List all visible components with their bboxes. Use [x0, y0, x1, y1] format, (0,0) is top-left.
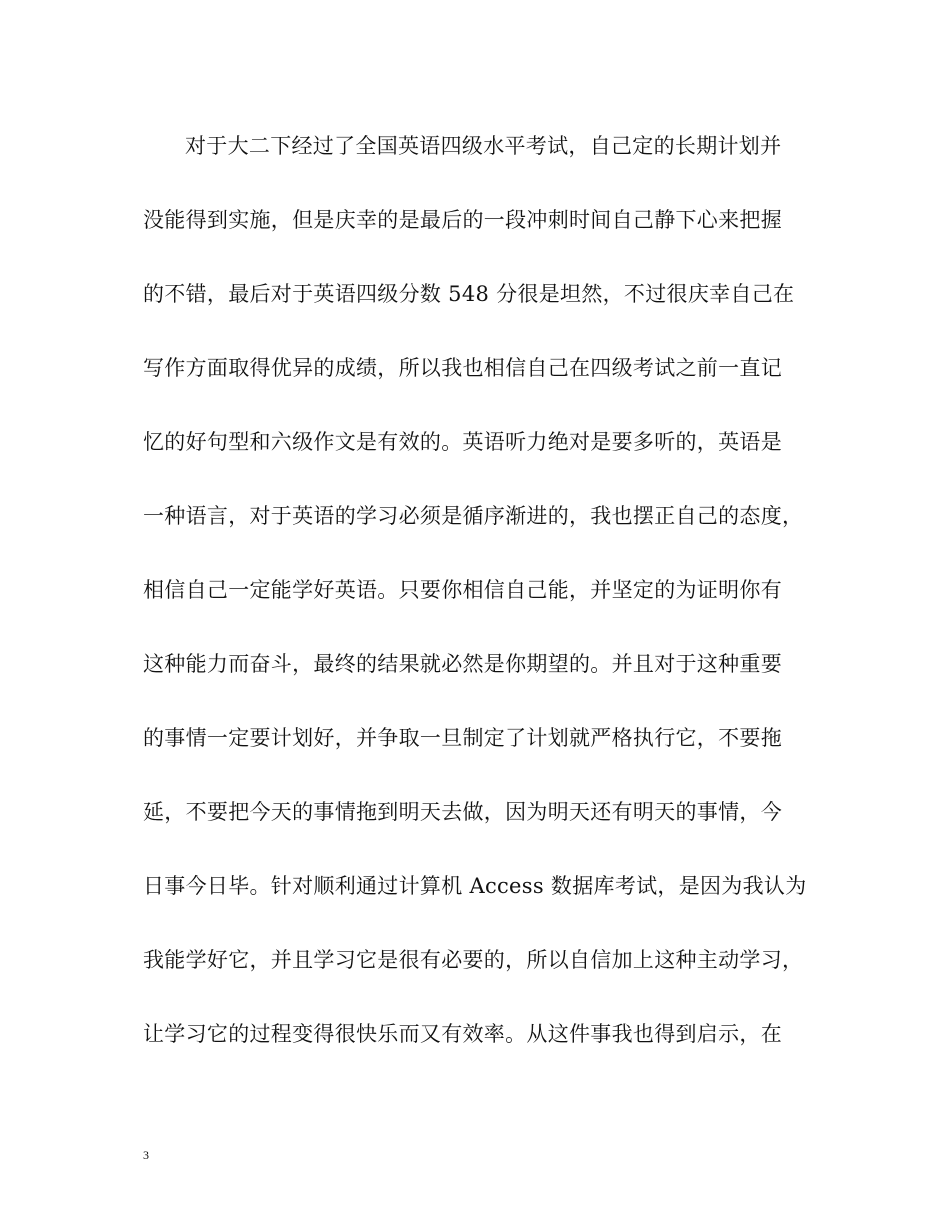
text-line-9: 的事情一定要计划好，并争取一旦制定了计划就严格执行它，不要拖	[143, 726, 782, 750]
text-line-6: 一种语言，对于英语的学习必须是循序渐进的，我也摆正自己的态度，	[143, 504, 804, 528]
text-line-11: 日事今日毕。针对顺利通过计算机 Access 数据库考试，是因为我认为	[143, 874, 807, 898]
text-line-13: 让学习它的过程变得很快乐而又有效率。从这件事我也得到启示，在	[143, 1022, 782, 1046]
text-line-4: 写作方面取得优异的成绩，所以我也相信自己在四级考试之前一直记	[143, 356, 782, 380]
text-line-10: 延，不要把今天的事情拖到明天去做，因为明天还有明天的事情，今	[143, 800, 782, 824]
text-line-3: 的不错，最后对于英语四级分数 548 分很是坦然，不过很庆幸自己在	[143, 282, 795, 306]
text-line-5: 忆的好句型和六级作文是有效的。英语听力绝对是要多听的，英语是	[143, 430, 782, 454]
text-line-12: 我能学好它，并且学习它是很有必要的，所以自信加上这种主动学习，	[143, 948, 804, 972]
text-line-2: 没能得到实施，但是庆幸的是最后的一段冲刺时间自己静下心来把握	[143, 208, 782, 232]
text-line-1: 对于大二下经过了全国英语四级水平考试，自己定的长期计划并	[185, 134, 782, 158]
text-line-8: 这种能力而奋斗，最终的结果就必然是你期望的。并且对于这种重要	[143, 652, 782, 676]
body-paragraph	[143, 128, 813, 1090]
page-number: 3	[143, 1148, 149, 1162]
text-line-7: 相信自己一定能学好英语。只要你相信自己能，并坚定的为证明你有	[143, 578, 782, 602]
